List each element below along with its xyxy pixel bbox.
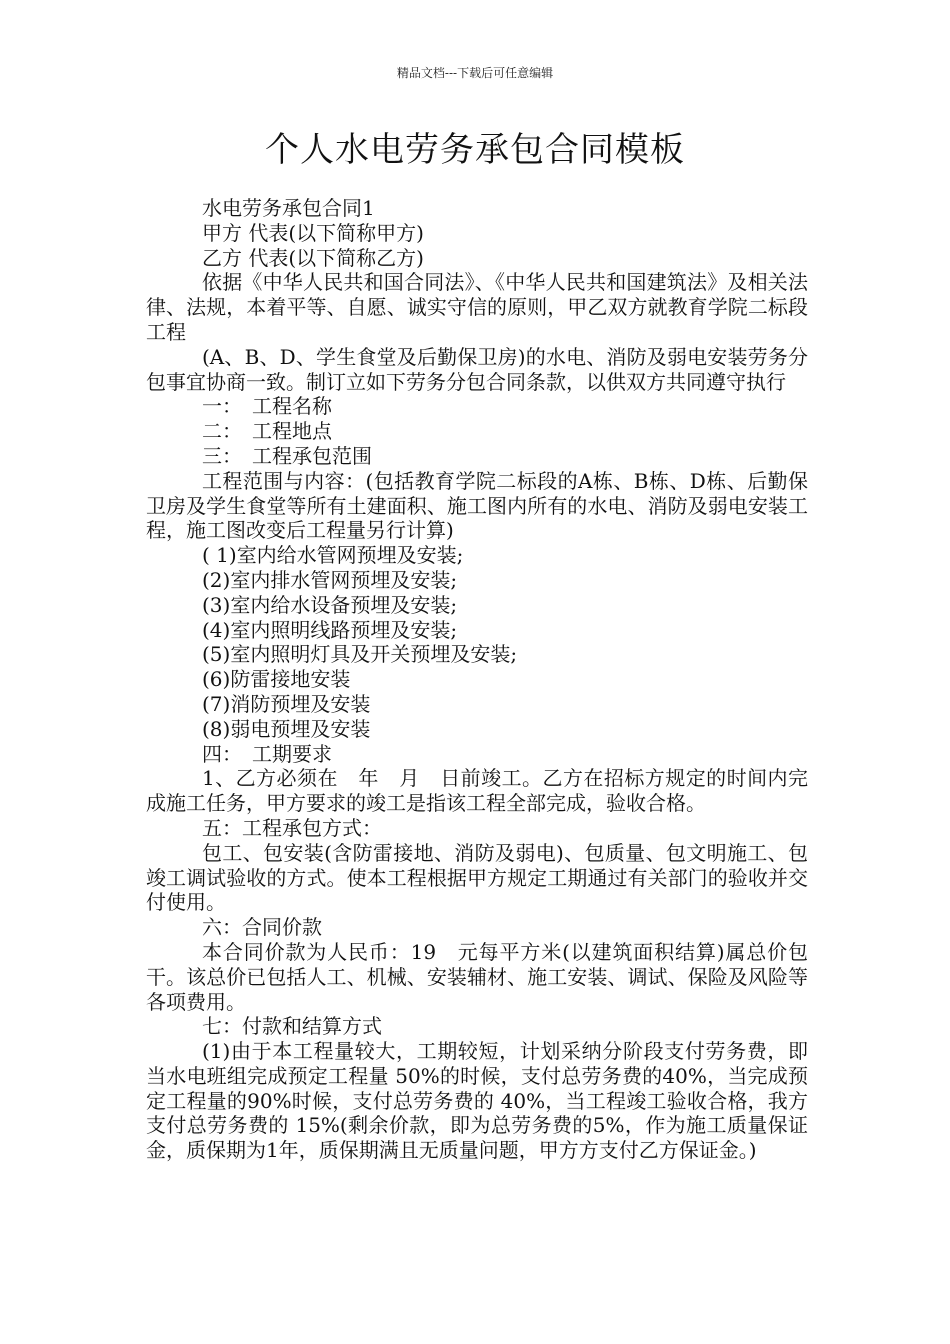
scope-item: (3)室内给水设备预埋及安装; xyxy=(202,592,458,617)
section-heading-2: 二： 工程地点 xyxy=(202,419,332,444)
party-b-line: 乙方 代表(以下简称乙方) xyxy=(202,245,424,270)
section-heading-5: 五：工程承包方式： xyxy=(202,815,382,840)
schedule-paragraph: 1、乙方必须在 年 月 日前竣工。乙方在招标方规定的时间内完成施工任务，甲方要求的竣工是指该工程全部完成，验收合格。 xyxy=(146,766,808,816)
section-heading-4: 四： 工期要求 xyxy=(202,741,332,766)
scope-paragraph: 工程范围与内容：(包括教育学院二标段的A栋、B栋、D栋、后勤保卫房及学生食堂等所有土建面积、施工图内所有的水电、消防及弱电安装工程，施工图改变后工程量另行计算) xyxy=(146,468,808,543)
preamble-continuation: (A、B、D、学生食堂及后勤保卫房)的水电、消防及弱电安装劳务分包事宜协商一致。制订立如下劳务分包合同条款，以供双方共同遵守执行 xyxy=(146,344,808,394)
section-heading-1: 一： 工程名称 xyxy=(202,394,332,419)
scope-item: (2)室内排水管网预埋及安装; xyxy=(202,567,458,592)
payment-paragraph: (1)由于本工程量较大，工期较短，计划采纳分阶段支付劳务费，即当水电班组完成预定工程量 50%的时候，支付总劳务费的40%，当完成预定工程量的90%时候，支付总劳务费的 40%，当工程竣工验收合格，我方支付总劳务费的 15%(剩余价款，即为总劳务费的5%，作为施工质量保证金，质保期为1年，质保期满且无质量问题，甲方方支付乙方保证金。) xyxy=(146,1039,808,1163)
preamble-paragraph: 依据《中华人民共和国合同法》、《中华人民共和国建筑法》及相关法律、法规，本着平等、自愿、诚实守信的原则，甲乙双方就教育学院二标段工程 xyxy=(146,270,808,344)
scope-item: (5)室内照明灯具及开关预埋及安装; xyxy=(202,642,518,667)
scope-item: ( 1)室内给水管网预埋及安装; xyxy=(202,543,464,568)
contract-subtitle: 水电劳务承包合同1 xyxy=(202,196,375,220)
document-body xyxy=(146,196,808,1163)
party-a-line: 甲方 代表(以下简称甲方) xyxy=(202,220,424,245)
section-heading-3: 三： 工程承包范围 xyxy=(202,443,372,468)
document-title: 个人水电劳务承包合同模板 xyxy=(265,130,685,170)
scope-item: (7)消防预埋及安装 xyxy=(202,691,371,716)
section-heading-6: 六：合同价款 xyxy=(202,915,322,940)
section-heading-7: 七：付款和结算方式 xyxy=(202,1014,382,1039)
contract-method-paragraph: 包工、包安装(含防雷接地、消防及弱电)、包质量、包文明施工、包竣工调试验收的方式。使本工程根据甲方规定工期通过有关部门的验收并交付使用。 xyxy=(146,840,808,915)
price-paragraph: 本合同价款为人民币：19 元每平方米(以建筑面积结算)属总价包干。该总价已包括人工、机械、安装辅材、施工安装、调试、保险及风险等各项费用。 xyxy=(146,939,808,1014)
header-note: 精品文档---下载后可任意编辑 xyxy=(396,66,554,80)
scope-item: (8)弱电预埋及安装 xyxy=(202,716,371,741)
scope-item: (6)防雷接地安装 xyxy=(202,667,351,692)
scope-item: (4)室内照明线路预埋及安装; xyxy=(202,617,458,642)
